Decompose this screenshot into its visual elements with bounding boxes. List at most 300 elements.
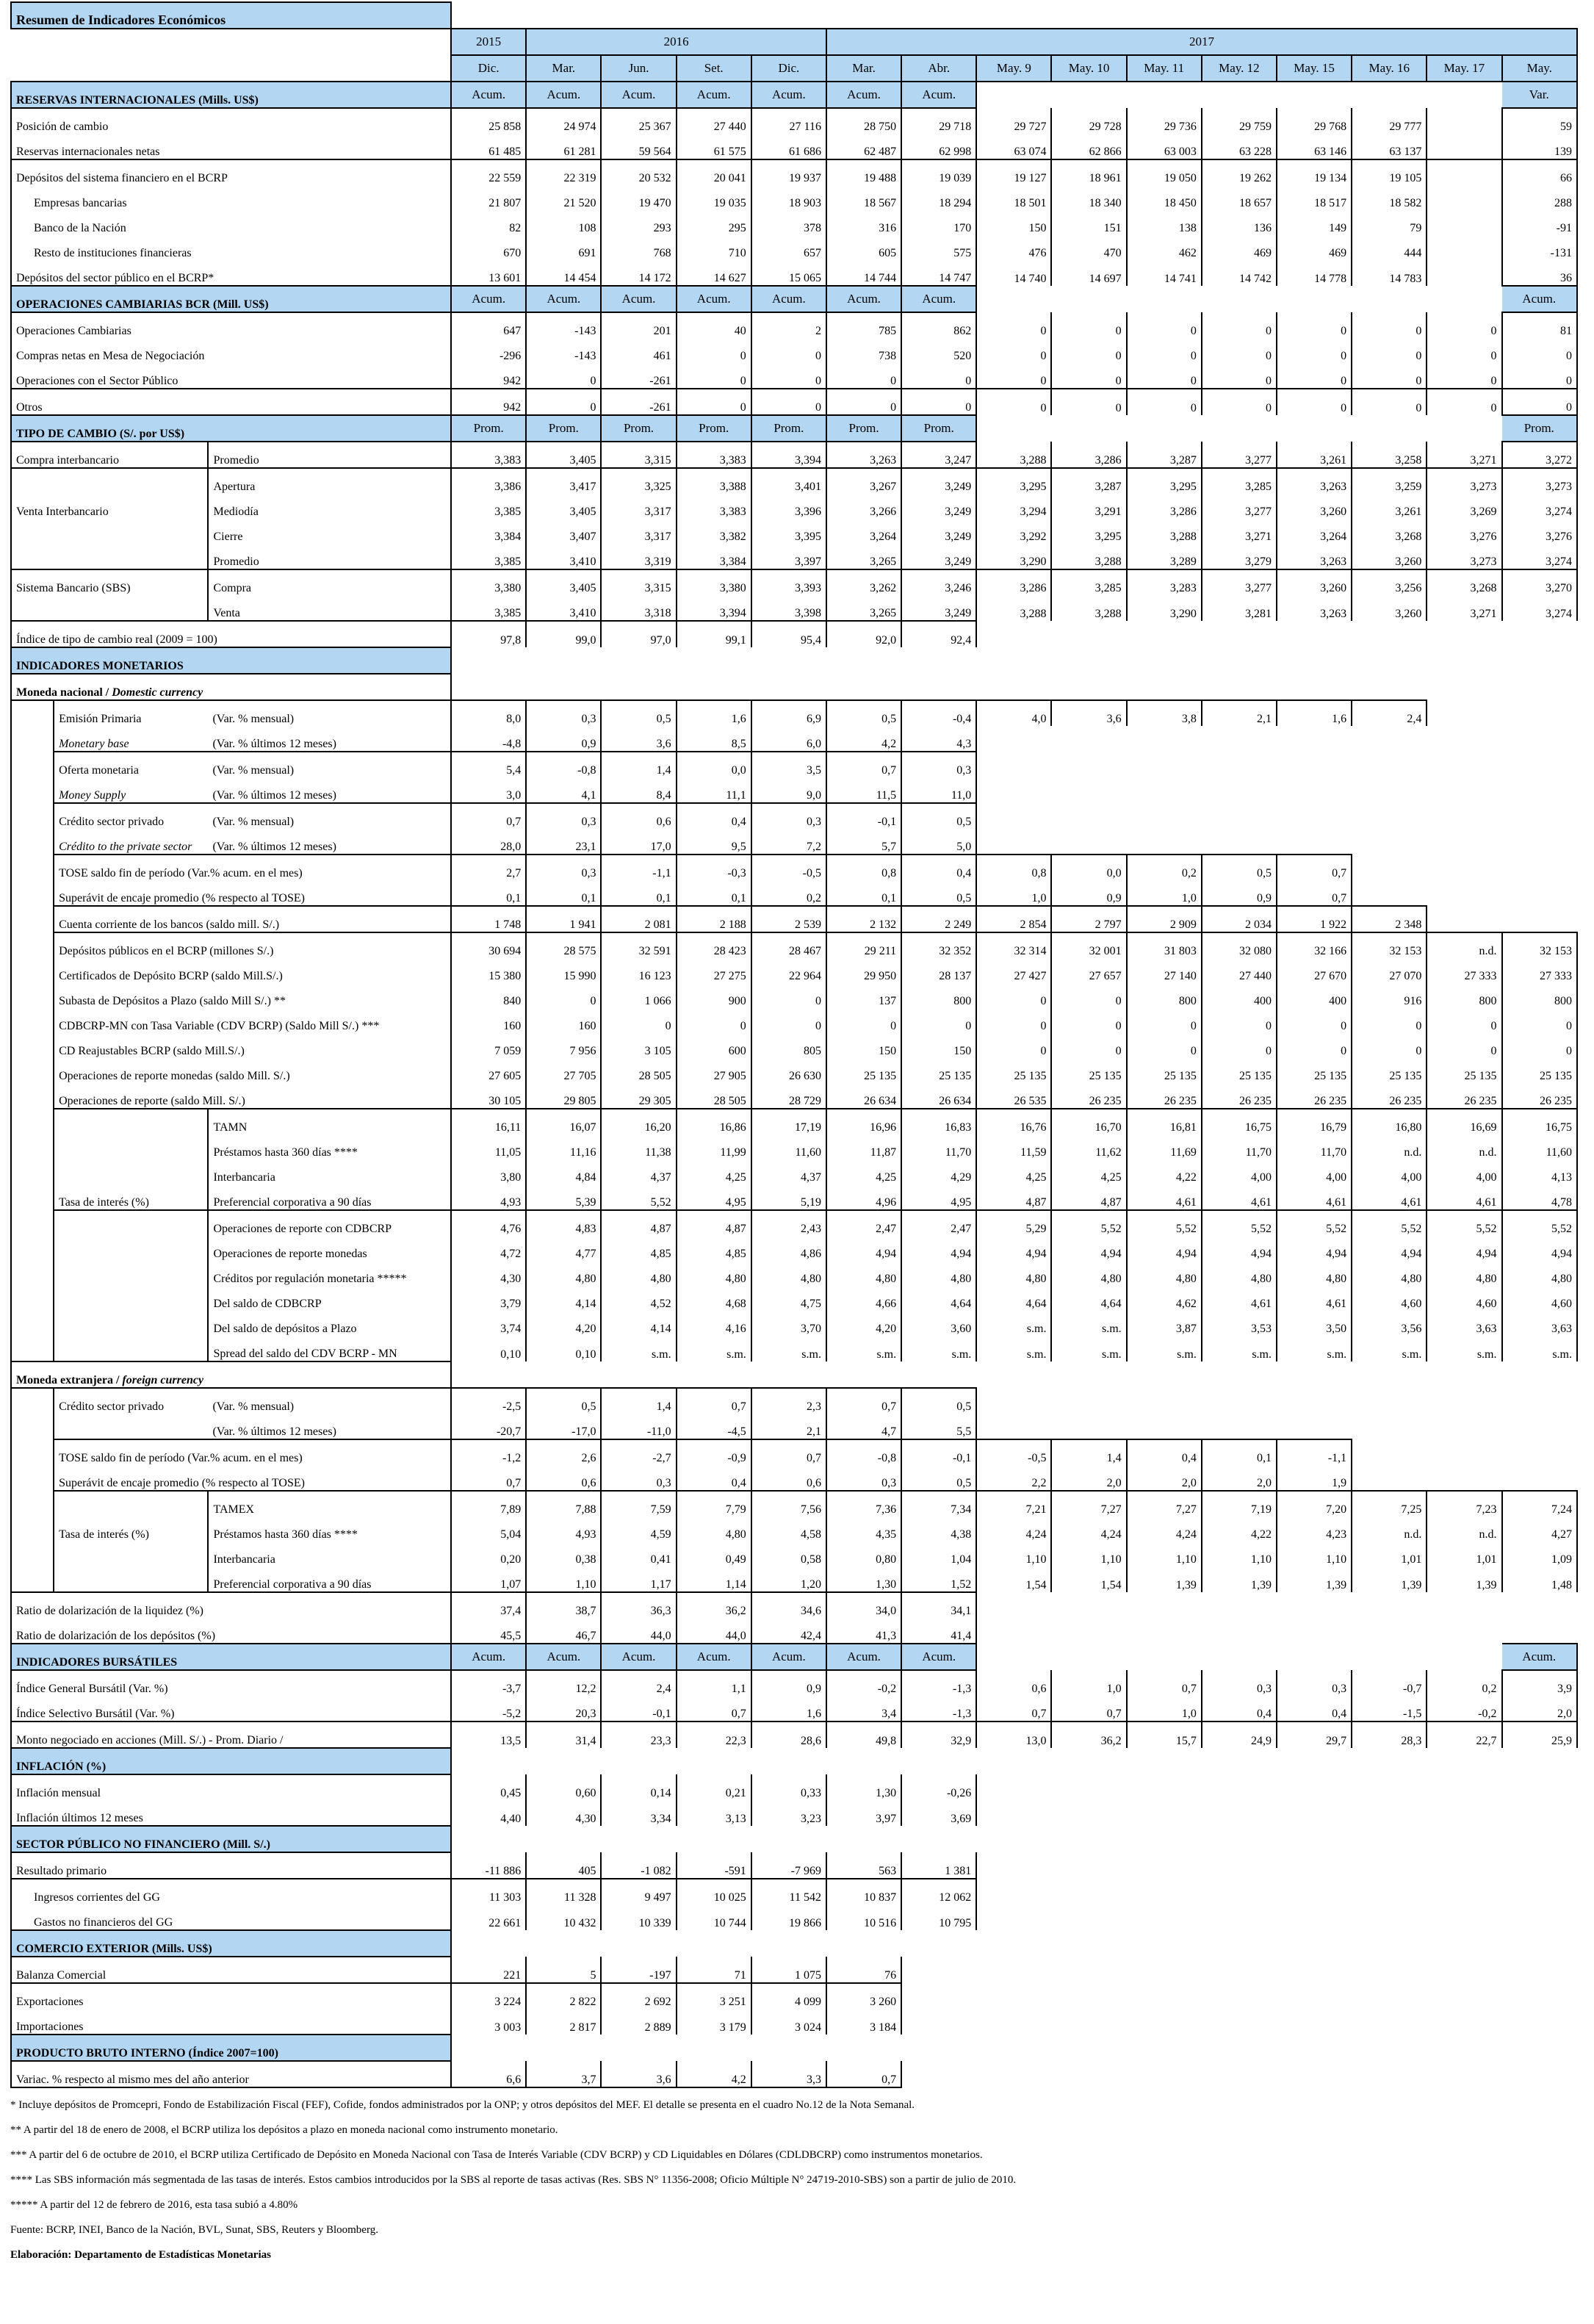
- value-cell: 62 998: [901, 134, 976, 159]
- value-cell: [1502, 1592, 1578, 1618]
- value-cell: 405: [526, 1852, 601, 1879]
- value-cell: 7,34: [901, 1491, 976, 1517]
- value-cell: 59: [1502, 108, 1578, 134]
- row-label: Superávit de encaje promedio (% respecto al TOSE): [54, 880, 451, 906]
- value-cell: 3,74: [451, 1311, 526, 1336]
- footnote: * Incluye depósitos de Promcepri, Fondo de Estabilización Fiscal (FEF), Cofide, fondos administrados por la ONP; y otros depósitos del MEF. El detalle se presenta en el cuadro No.12 de la Nota Semanal.: [10, 2099, 915, 2111]
- value-cell: 5,52: [1051, 1210, 1126, 1236]
- value-cell: 19 262: [1202, 159, 1277, 185]
- value-cell: 18 501: [976, 185, 1051, 210]
- value-cell: 1,6: [751, 1696, 826, 1722]
- value-cell: [1427, 1957, 1501, 1983]
- indent-spacer: [11, 1541, 54, 1566]
- value-cell: -0,7: [1352, 1670, 1427, 1696]
- value-cell: 15 990: [526, 958, 601, 983]
- value-cell: 0: [526, 389, 601, 415]
- value-cell: [1051, 1983, 1126, 2009]
- subsection-label: Moneda nacional /: [16, 686, 112, 699]
- value-cell: 0: [677, 389, 751, 415]
- value-cell: 3,286: [976, 569, 1051, 595]
- value-cell: [1051, 777, 1126, 803]
- value-cell: [1352, 1879, 1427, 1904]
- value-cell: 0: [1427, 312, 1501, 338]
- value-cell: 4 099: [751, 1983, 826, 2009]
- value-cell: 0: [976, 1008, 1051, 1033]
- value-cell: 1,10: [1202, 1541, 1277, 1566]
- value-cell: 3,249: [901, 544, 976, 569]
- value-cell: 4,7: [826, 1414, 901, 1439]
- row-label: CDBCRP-MN con Tasa Variable (CDV BCRP) (Saldo Mill S/.) ***: [54, 1008, 451, 1033]
- value-cell: 288: [1502, 185, 1578, 210]
- value-cell: 3,281: [1202, 595, 1277, 621]
- empty-cell: [677, 1826, 751, 1852]
- value-cell: 16,07: [526, 1109, 601, 1134]
- value-cell: [1051, 1800, 1126, 1826]
- value-cell: 5,52: [1127, 1210, 1202, 1236]
- value-cell: 3,265: [826, 595, 901, 621]
- value-cell: 0: [976, 983, 1051, 1008]
- value-cell: 8,0: [451, 700, 526, 726]
- value-cell: 4,78: [1502, 1184, 1578, 1210]
- value-cell: [1502, 1983, 1578, 2009]
- value-cell: -1,5: [1352, 1696, 1427, 1722]
- value-cell: 1 922: [1277, 906, 1352, 932]
- value-cell: 0: [1051, 312, 1126, 338]
- value-cell: 0: [751, 983, 826, 1008]
- value-cell: [976, 2009, 1051, 2035]
- row-label: Operaciones de reporte monedas (saldo Mill. S/.): [54, 1058, 451, 1083]
- value-cell: 14 778: [1277, 260, 1352, 286]
- value-cell: [1502, 726, 1578, 752]
- table-row: [11, 647, 1577, 674]
- period-header: May. 12: [1202, 55, 1277, 82]
- empty-cell: [826, 647, 901, 674]
- row-label: Venta Interbancario: [11, 494, 208, 519]
- empty-cell: [1277, 415, 1352, 442]
- table-row: [11, 1033, 1577, 1058]
- value-cell: 11,05: [451, 1134, 526, 1159]
- value-cell: 0,9: [526, 726, 601, 752]
- indent-spacer: [11, 880, 54, 906]
- value-cell: 4,94: [1202, 1236, 1277, 1261]
- section-period-label: Acum.: [451, 82, 526, 108]
- value-cell: 378: [751, 210, 826, 235]
- value-cell: -1,3: [901, 1696, 976, 1722]
- indent-spacer: [11, 752, 54, 777]
- empty-cell: [1352, 286, 1427, 312]
- row-label: Ratio de dolarización de la liquidez (%): [11, 1592, 451, 1618]
- value-cell: 0,6: [976, 1670, 1051, 1696]
- value-cell: 92,4: [901, 621, 976, 647]
- value-cell: [1502, 777, 1578, 803]
- value-cell: 4,80: [1502, 1261, 1578, 1286]
- value-cell: 14 740: [976, 260, 1051, 286]
- value-cell: 28,0: [451, 829, 526, 855]
- value-cell: 18 340: [1051, 185, 1126, 210]
- value-cell: -91: [1502, 210, 1578, 235]
- value-cell: 6,0: [751, 726, 826, 752]
- empty-cell: [1051, 1826, 1126, 1852]
- value-cell: 32 080: [1202, 932, 1277, 958]
- value-cell: [1202, 1852, 1277, 1879]
- value-cell: -5,2: [451, 1696, 526, 1722]
- value-cell: 3,34: [601, 1800, 676, 1826]
- value-cell: 4,80: [976, 1261, 1051, 1286]
- year-row: [11, 29, 1577, 55]
- value-cell: 0: [976, 338, 1051, 363]
- value-cell: 0: [1502, 389, 1578, 415]
- value-cell: 916: [1352, 983, 1427, 1008]
- value-cell: [1352, 803, 1427, 829]
- value-cell: 4,64: [976, 1286, 1051, 1311]
- value-cell: [1127, 1800, 1202, 1826]
- row-sublabel: (Var. % últimos 12 meses): [208, 726, 451, 752]
- section-title: INDICADORES MONETARIOS: [11, 647, 451, 674]
- value-cell: -0,26: [901, 1774, 976, 1800]
- value-cell: 4,25: [976, 1159, 1051, 1184]
- empty-cell: [976, 415, 1051, 442]
- value-cell: [976, 803, 1051, 829]
- value-cell: 4,95: [677, 1184, 751, 1210]
- value-cell: 4,80: [677, 1517, 751, 1541]
- section-period-label: Acum.: [1502, 286, 1578, 312]
- value-cell: [1427, 1465, 1501, 1491]
- empty-cell: [1427, 2035, 1501, 2061]
- value-cell: 7,89: [451, 1491, 526, 1517]
- value-cell: 4,35: [826, 1517, 901, 1541]
- value-cell: 575: [901, 235, 976, 260]
- row-label: Importaciones: [11, 2009, 451, 2035]
- value-cell: 0,0: [1051, 855, 1126, 880]
- value-cell: 1,14: [677, 1566, 751, 1592]
- value-cell: 3,382: [677, 519, 751, 544]
- value-cell: 0,1: [826, 880, 901, 906]
- footnotes: [10, 2093, 1578, 2267]
- value-cell: 7,24: [1502, 1491, 1578, 1517]
- value-cell: 3,405: [526, 494, 601, 519]
- value-cell: 4,22: [1202, 1517, 1277, 1541]
- section-title: SECTOR PÚBLICO NO FINANCIERO (Mill. S/.): [11, 1826, 451, 1852]
- value-cell: 15,7: [1127, 1722, 1202, 1748]
- value-cell: 19 050: [1127, 159, 1202, 185]
- value-cell: 0,7: [677, 1696, 751, 1722]
- value-cell: [1051, 2009, 1126, 2035]
- value-cell: 29 805: [526, 1083, 601, 1109]
- value-cell: 26 634: [901, 1083, 976, 1109]
- value-cell: 4,24: [976, 1517, 1051, 1541]
- value-cell: [1502, 2009, 1578, 2035]
- value-cell: 4,61: [1277, 1286, 1352, 1311]
- indent-spacer: [11, 1058, 54, 1083]
- value-cell: 11,70: [1277, 1134, 1352, 1159]
- row-label: Cuenta corriente de los bancos (saldo mill. S/.): [54, 906, 451, 932]
- value-cell: 1 066: [601, 983, 676, 1008]
- value-cell: 0: [1051, 338, 1126, 363]
- value-cell: 3,272: [1502, 442, 1578, 468]
- value-cell: 61 686: [751, 134, 826, 159]
- empty-cell: [1127, 415, 1202, 442]
- value-cell: 3,393: [751, 569, 826, 595]
- table-row: [11, 1826, 1577, 1852]
- value-cell: 2 909: [1127, 906, 1202, 932]
- value-cell: 800: [901, 983, 976, 1008]
- value-cell: -17,0: [526, 1414, 601, 1439]
- value-cell: 4,80: [901, 1261, 976, 1286]
- value-cell: [1051, 1957, 1126, 1983]
- value-cell: 0: [1127, 1008, 1202, 1033]
- value-cell: 2 889: [601, 2009, 676, 2035]
- value-cell: 23,3: [601, 1722, 676, 1748]
- value-cell: [1051, 829, 1126, 855]
- value-cell: 1 381: [901, 1852, 976, 1879]
- value-cell: 400: [1202, 983, 1277, 1008]
- value-cell: 14 747: [901, 260, 976, 286]
- value-cell: 3,397: [751, 544, 826, 569]
- value-cell: [1277, 1852, 1352, 1879]
- empty-cell: [1202, 286, 1277, 312]
- table-row: [11, 389, 1577, 415]
- empty-cell: [1051, 1644, 1126, 1670]
- value-cell: s.m.: [1277, 1336, 1352, 1361]
- value-cell: [1127, 1388, 1202, 1414]
- value-cell: s.m.: [751, 1336, 826, 1361]
- value-cell: s.m.: [976, 1336, 1051, 1361]
- value-cell: 11,5: [826, 777, 901, 803]
- empty-cell: [1051, 2035, 1126, 2061]
- value-cell: 2 348: [1352, 906, 1427, 932]
- empty-cell: [1127, 647, 1202, 674]
- value-cell: 400: [1277, 983, 1352, 1008]
- value-cell: 4,85: [601, 1236, 676, 1261]
- value-cell: 25 858: [451, 108, 526, 134]
- value-cell: 0: [1502, 363, 1578, 389]
- value-cell: [1277, 1904, 1352, 1930]
- value-cell: 2,0: [1502, 1696, 1578, 1722]
- value-cell: 71: [677, 1957, 751, 1983]
- value-cell: [1427, 185, 1501, 210]
- value-cell: 12,2: [526, 1670, 601, 1696]
- value-cell: [1427, 108, 1501, 134]
- value-cell: 0,5: [901, 803, 976, 829]
- value-cell: 1,39: [1427, 1566, 1501, 1592]
- empty-cell: [1427, 1826, 1501, 1852]
- value-cell: 28 423: [677, 932, 751, 958]
- value-cell: 4,00: [1352, 1159, 1427, 1184]
- subsection-title: [11, 1361, 451, 1388]
- footnote: Fuente: BCRP, INEI, Banco de la Nación, BVL, Sunat, SBS, Reuters y Bloomberg.: [10, 2224, 378, 2236]
- value-cell: 0,10: [451, 1336, 526, 1361]
- value-cell: 7,21: [976, 1491, 1051, 1517]
- empty-cell: [1051, 286, 1126, 312]
- value-cell: [1202, 726, 1277, 752]
- empty-cell: [1202, 415, 1277, 442]
- value-cell: 2: [751, 312, 826, 338]
- value-cell: 8,4: [601, 777, 676, 803]
- value-cell: 4,61: [1427, 1184, 1501, 1210]
- value-cell: 0,3: [526, 803, 601, 829]
- value-cell: 14 172: [601, 260, 676, 286]
- value-cell: 14 742: [1202, 260, 1277, 286]
- value-cell: 3,288: [1051, 595, 1126, 621]
- value-cell: 82: [451, 210, 526, 235]
- value-cell: 2 539: [751, 906, 826, 932]
- empty-cell: [526, 1826, 601, 1852]
- row-label: [11, 544, 208, 569]
- value-cell: 0: [1051, 983, 1126, 1008]
- value-cell: 0: [1352, 363, 1427, 389]
- row-label: [54, 1311, 208, 1336]
- value-cell: 0,3: [751, 803, 826, 829]
- value-cell: -131: [1502, 235, 1578, 260]
- value-cell: [976, 2061, 1051, 2087]
- value-cell: 4,80: [526, 1261, 601, 1286]
- table-row: [11, 1957, 1577, 1983]
- value-cell: 4,94: [826, 1236, 901, 1261]
- row-sublabel: TAMN: [208, 1109, 451, 1134]
- value-cell: 0: [976, 363, 1051, 389]
- value-cell: 0: [1352, 312, 1427, 338]
- indent-spacer: [11, 1083, 54, 1109]
- table-row: [11, 595, 1577, 621]
- value-cell: 0,7: [826, 2061, 901, 2087]
- footnote: Elaboración: Departamento de Estadísticas Monetarias: [10, 2249, 271, 2261]
- value-cell: s.m.: [976, 1311, 1051, 1336]
- value-cell: 0: [1277, 363, 1352, 389]
- value-cell: 0: [1277, 338, 1352, 363]
- value-cell: 0: [1051, 1033, 1126, 1058]
- value-cell: 136: [1202, 210, 1277, 235]
- value-cell: 15 380: [451, 958, 526, 983]
- value-cell: 0: [601, 1008, 676, 1033]
- section-period-label: Prom.: [526, 415, 601, 442]
- value-cell: 3,287: [1051, 468, 1126, 494]
- period-header: Jun.: [601, 55, 676, 82]
- value-cell: s.m.: [601, 1336, 676, 1361]
- empty-cell: [1277, 2035, 1352, 2061]
- value-cell: 0: [1427, 363, 1501, 389]
- section-period-label: Acum.: [826, 82, 901, 108]
- value-cell: 3,276: [1427, 519, 1501, 544]
- value-cell: 63 003: [1127, 134, 1202, 159]
- value-cell: 4,87: [677, 1210, 751, 1236]
- value-cell: 800: [1127, 983, 1202, 1008]
- value-cell: [1352, 1465, 1427, 1491]
- indent-spacer: [11, 855, 54, 880]
- value-cell: 0,3: [526, 700, 601, 726]
- value-cell: 20,3: [526, 1696, 601, 1722]
- value-cell: 2,1: [751, 1414, 826, 1439]
- value-cell: 0,60: [526, 1774, 601, 1800]
- value-cell: 469: [1277, 235, 1352, 260]
- value-cell: 4,52: [601, 1286, 676, 1311]
- value-cell: [1502, 700, 1578, 726]
- value-cell: 4,72: [451, 1236, 526, 1261]
- value-cell: [1051, 1592, 1126, 1618]
- row-sublabel: Mediodía: [208, 494, 451, 519]
- value-cell: -261: [601, 363, 676, 389]
- value-cell: 3,291: [1051, 494, 1126, 519]
- value-cell: -7 969: [751, 1852, 826, 1879]
- value-cell: 13,0: [976, 1722, 1051, 1748]
- row-label: Tasa de interés (%): [54, 1517, 208, 1541]
- section-period-label: Acum.: [677, 286, 751, 312]
- value-cell: 4,75: [751, 1286, 826, 1311]
- value-cell: 0: [1051, 1008, 1126, 1033]
- value-cell: [1277, 752, 1352, 777]
- period-header: May.: [1502, 55, 1578, 82]
- empty-cell: [1352, 1748, 1427, 1774]
- section-title: INFLACIÓN (%): [11, 1748, 451, 1774]
- empty-cell: [1127, 286, 1202, 312]
- value-cell: 25 367: [601, 108, 676, 134]
- value-cell: [1202, 1414, 1277, 1439]
- value-cell: 11,1: [677, 777, 751, 803]
- value-cell: 20 041: [677, 159, 751, 185]
- value-cell: 11 542: [751, 1879, 826, 1904]
- value-cell: 11,62: [1051, 1134, 1126, 1159]
- value-cell: 0,5: [901, 1388, 976, 1414]
- value-cell: -2,7: [601, 1439, 676, 1465]
- row-label: Depósitos del sistema financiero en el BCRP: [11, 159, 451, 185]
- value-cell: 19 127: [976, 159, 1051, 185]
- value-cell: 40: [677, 312, 751, 338]
- value-cell: 30 694: [451, 932, 526, 958]
- value-cell: -0,1: [826, 803, 901, 829]
- value-cell: 11,69: [1127, 1134, 1202, 1159]
- value-cell: 3,260: [1277, 569, 1352, 595]
- row-label: Operaciones Cambiarias: [11, 312, 451, 338]
- value-cell: 21 520: [526, 185, 601, 210]
- section-period-label: Prom.: [826, 415, 901, 442]
- empty-cell: [601, 2035, 676, 2061]
- value-cell: 2 249: [901, 906, 976, 932]
- value-cell: [1127, 752, 1202, 777]
- table-row: [11, 544, 1577, 569]
- value-cell: 32 352: [901, 932, 976, 958]
- empty-cell: [601, 647, 676, 674]
- value-cell: 29 727: [976, 108, 1051, 134]
- value-cell: 1,01: [1427, 1541, 1501, 1566]
- period-header: May. 16: [1352, 55, 1427, 82]
- table-row: [11, 569, 1577, 595]
- value-cell: 0,2: [1127, 855, 1202, 880]
- table-row: [11, 210, 1577, 235]
- value-cell: 18 517: [1277, 185, 1352, 210]
- value-cell: 4,25: [677, 1159, 751, 1184]
- table-row: [11, 159, 1577, 185]
- value-cell: 4,76: [451, 1210, 526, 1236]
- value-cell: 2,0: [1051, 1465, 1126, 1491]
- value-cell: 0,4: [1202, 1696, 1277, 1722]
- table-row: [11, 777, 1577, 803]
- value-cell: 3,3: [751, 2061, 826, 2087]
- table-row: [11, 415, 1577, 442]
- value-cell: 3,394: [751, 442, 826, 468]
- value-cell: 27 070: [1352, 958, 1427, 983]
- value-cell: 4,94: [1127, 1236, 1202, 1261]
- table-row: [11, 1566, 1577, 1592]
- value-cell: 1,54: [1051, 1566, 1126, 1592]
- table-row: [11, 1800, 1577, 1826]
- value-cell: s.m.: [677, 1336, 751, 1361]
- value-cell: -11,0: [601, 1414, 676, 1439]
- value-cell: [1502, 1439, 1578, 1465]
- section-title: COMERCIO EXTERIOR (Mills. US$): [11, 1930, 451, 1957]
- value-cell: 23,1: [526, 829, 601, 855]
- value-cell: 3,401: [751, 468, 826, 494]
- value-cell: 11 328: [526, 1879, 601, 1904]
- value-cell: 563: [826, 1852, 901, 1879]
